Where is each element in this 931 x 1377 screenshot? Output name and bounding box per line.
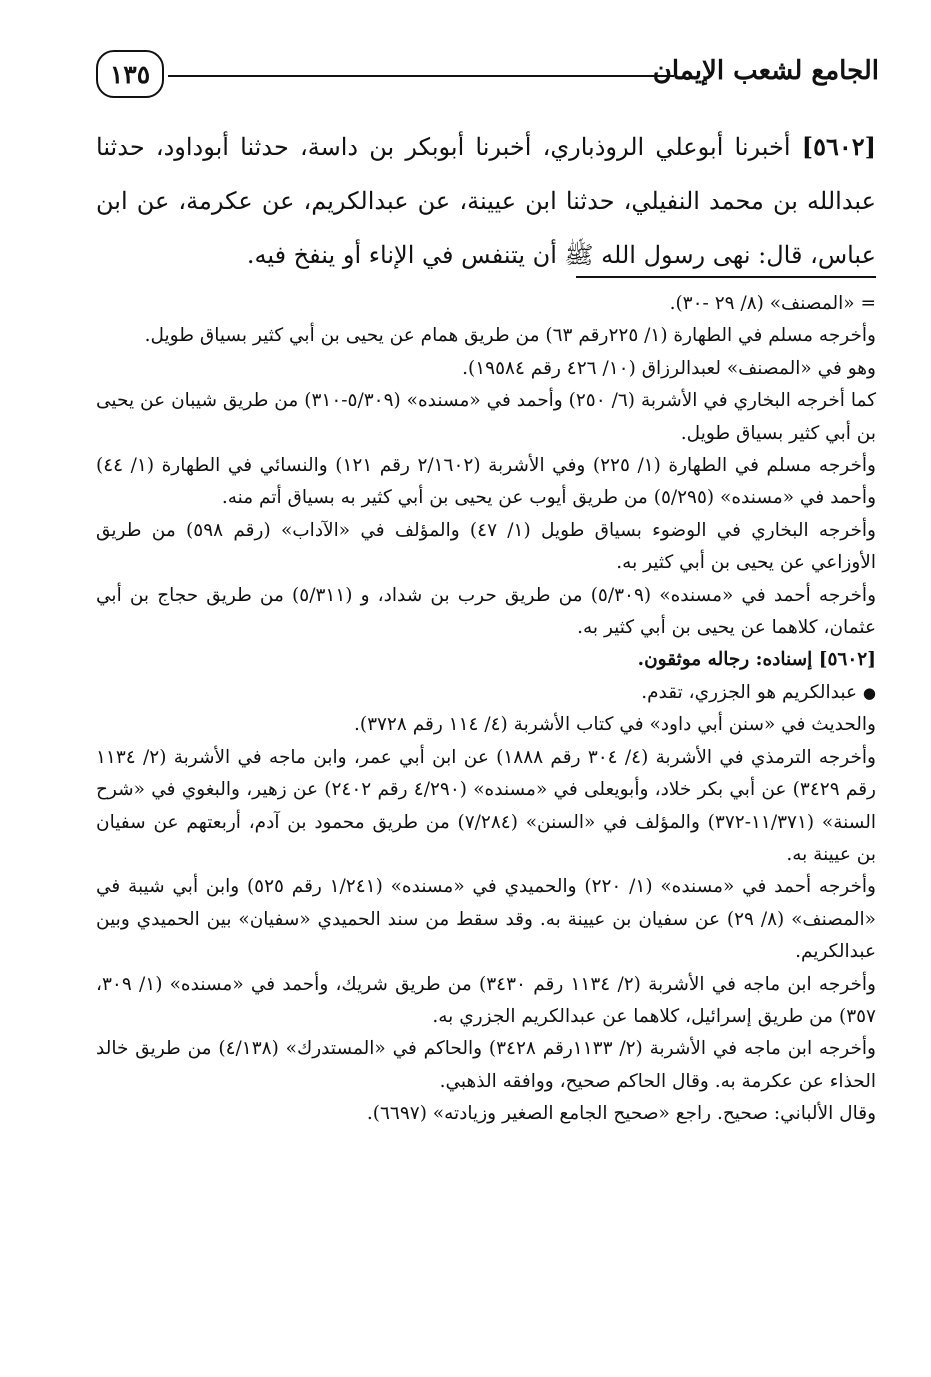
footnotes: [96, 288, 876, 1131]
hadith-number: [٥٦٠٢]: [801, 132, 876, 161]
isnad-heading: [٥٦٠٢] إسناده: رجاله موثقون.: [637, 649, 876, 671]
footnote-paragraph: وأخرجه الترمذي في الأشربة (٤/ ٣٠٤ رقم ١٨٨٨) عن ابن أبي عمر، وابن ماجه في الأشربة (٢/ ١١٣٤ رقم ٣٤٢٩) عن أبي بكر خلاد، وأبويعلى في «مسنده» (٤/٢٩٠ رقم ٢٤٠٢) عن زهير، والبغوي في «شرح السنة» (١١/٣٧١-٣٧٢) والمؤلف في «السنن» (٧/٢٨٤) من طريق محمود بن آدم، أربعتهم عن سفيان بن عيينة به.: [96, 746, 876, 865]
running-title: الجامع لشعب الإيمان: [652, 56, 879, 86]
footnote-paragraph: وأخرجه ابن ماجه في الأشربة (٢/ ١١٣٤ رقم ٣٤٣٠) من طريق شريك، وأحمد في «مسنده» (١/ ٣٠٩، ٣٥٧) من طريق إسرائيل، كلاهما عن عبدالكريم الجزري به.: [96, 973, 876, 1027]
page-number: ١٣٥: [96, 50, 164, 98]
hadith-body: أخبرنا أبوعلي الروذباري، أخبرنا أبوبكر بن داسة، حدثنا أبوداود، حدثنا عبدالله بن محمد النفيلي، حدثنا ابن عيينة، عن عبدالكريم، عن عكرمة، عن ابن عباس، قال: نهى رسول الله ﷺ أن يتنفس في الإناء أو ينفخ فيه.: [96, 133, 876, 269]
footnote-paragraph: وأخرجه أحمد في «مسنده» (٥/٣٠٩) من طريق حرب بن شداد، و (٥/٣١١) من طريق حجاج بن أبي عثمان، كلاهما عن يحيى بن أبي كثير به.: [96, 584, 877, 639]
bullet-text: عبدالكريم هو الجزري، تقدم.: [641, 681, 858, 703]
footnote-paragraph: = «المصنف» (٨/ ٢٩ -٣٠).: [669, 293, 876, 314]
footnote-paragraph: وأخرجه مسلم في الطهارة (١/ ٢٢٥) وفي الأشربة (٢/١٦٠٢ رقم ١٢١) والنسائي في الطهارة (١/ ٤٤) وأحمد في «مسنده» (٥/٢٩٥) من طريق أيوب عن يحيى بن أبي كثير به بسياق أتم منه.: [96, 455, 876, 509]
page-header: [96, 42, 879, 106]
footnote-paragraph: كما أخرجه البخاري في الأشربة (٦/ ٢٥٠) وأحمد في «مسنده» (٥/٣٠٩-٣١٠) من طريق شيبان عن يحيى بن أبي كثير بسياق طويل.: [96, 390, 876, 444]
footnote-paragraph: والحديث في «سنن أبي داود» في كتاب الأشربة (٤/ ١١٤ رقم ٣٧٢٨).: [353, 714, 876, 736]
bullet-icon: ●: [862, 683, 876, 702]
hadith-text: [96, 120, 876, 282]
bullet-note: [96, 677, 876, 709]
footnote-separator: [576, 276, 876, 278]
footnote-paragraph: وأخرجه البخاري في الوضوء بسياق طويل (١/ ٤٧) والمؤلف في «الآداب» (رقم ٥٩٨) من طريق الأوزاعي عن يحيى بن أبي كثير به.: [96, 519, 876, 574]
header-rule: [168, 75, 674, 77]
footnote-paragraph: وقال الألباني: صحيح. راجع «صحيح الجامع الصغير وزيادته» (٦٦٩٧).: [366, 1103, 876, 1125]
footnote-paragraph: وأخرجه مسلم في الطهارة (١/ ٢٢٥رقم ٦٣) من طريق همام عن يحيى بن أبي كثير بسياق طويل.: [144, 325, 876, 347]
footnote-paragraph: وهو في «المصنف» لعبدالرزاق (١٠/ ٤٢٦ رقم ١٩٥٨٤).: [462, 357, 876, 379]
footnote-paragraph: وأخرجه ابن ماجه في الأشربة (٢/ ١١٣٣رقم ٣٤٢٨) والحاكم في «المستدرك» (٤/١٣٨) من طريق خالد الحذاء عن عكرمة به. وقال الحاكم صحيح، ووافقه الذهبي.: [96, 1038, 876, 1092]
footnote-paragraph: وأخرجه أحمد في «مسنده» (١/ ٢٢٠) والحميدي في «مسنده» (١/٢٤١ رقم ٥٢٥) وابن أبي شيبة في «المصنف» (٨/ ٢٩) عن سفيان بن عيينة به. وقد سقط من سند الحميدي «سفيان» بين الحميدي وبين عبدالكريم.: [96, 876, 876, 963]
